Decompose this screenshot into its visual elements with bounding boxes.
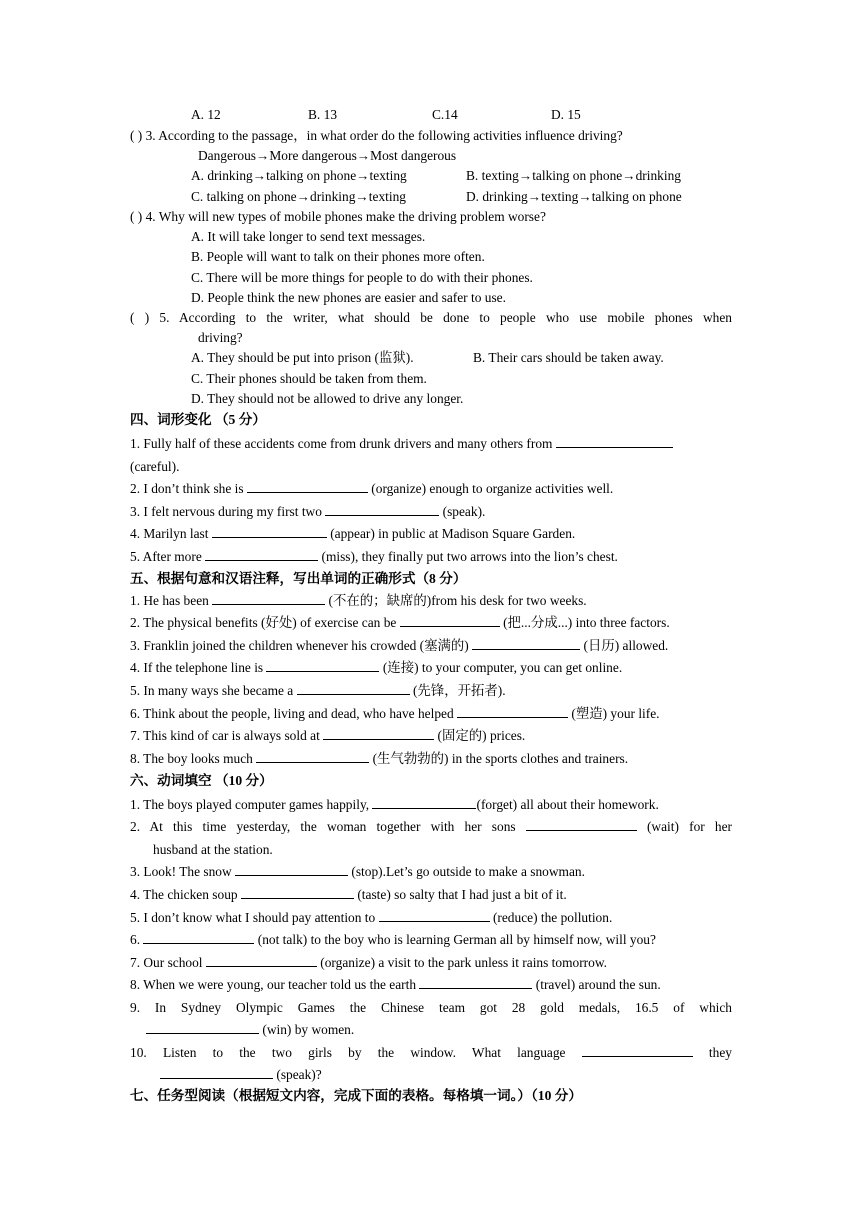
item-1: 1. Fully half of these accidents come from drunk drivers and many others from — [130, 436, 673, 452]
option-c: C. Their phones should be taken from them. — [191, 371, 427, 386]
option-d: D. They should not be allowed to drive any longer. — [191, 391, 464, 406]
option-a: A. It will take longer to send text messages. — [191, 229, 426, 244]
item-6: 6. Think about the people, living and dead, who have helped (塑造) your life. — [130, 706, 660, 721]
item-3: 3. I felt nervous during my first two (speak). — [130, 504, 486, 519]
item-5: 5. I don’t know what I should pay attention to (reduce) the pollution. — [130, 910, 613, 925]
item-2: 2. The physical benefits (好处) of exercise can be (把...分成...) into three factors. — [130, 615, 670, 630]
option-c: C.14 — [432, 107, 458, 122]
item-1-cont: (careful). — [130, 459, 180, 474]
question-3-order: Dangerous→More dangerous→Most dangerous — [198, 148, 457, 163]
item-6: 6. (not talk) to the boy who is learning German all by himself now, will you? — [130, 932, 656, 947]
section-title: 五、根据句意和汉语注释，写出单词的正确形式（8 分） — [130, 571, 467, 586]
answer-blank[interactable] — [457, 706, 568, 718]
item-1: 1. The boys played computer games happily, (forget) all about their homework. — [130, 797, 659, 812]
option-a: A. 12 — [191, 107, 221, 122]
answer-blank[interactable] — [256, 751, 369, 763]
answer-blank[interactable] — [160, 1067, 273, 1079]
item-8: 8. When we were young, our teacher told us the earth (travel) around the sun. — [130, 977, 661, 992]
option-d: D. People think the new phones are easier and safer to use. — [191, 290, 506, 305]
answer-blank[interactable] — [325, 504, 439, 516]
answer-blank[interactable] — [526, 819, 637, 831]
answer-blank[interactable] — [419, 977, 532, 989]
item-2: 2. I don’t think she is (organize) enough to organize activities well. — [130, 481, 614, 496]
answer-blank[interactable] — [206, 955, 317, 967]
option-d: D. drinking→texting→talking on phone — [466, 189, 682, 204]
answer-blank[interactable] — [556, 436, 673, 448]
item-2: 2. At this time yesterday, the woman together with her sons (wait) for her — [130, 819, 732, 834]
item-10: 10. Listen to the two girls by the window. What language they — [130, 1045, 732, 1060]
question-3: ( ) 3. According to the passage，in what order do the following activities influence driving? — [130, 128, 623, 143]
item-10-cont: (speak)? — [160, 1067, 322, 1083]
item-3: 3. Look! The snow (stop).Let’s go outside to make a snowman. — [130, 864, 585, 879]
section-title: 四、词形变化 （5 分） — [130, 412, 266, 427]
option-b: B. texting→talking on phone→drinking — [466, 168, 681, 183]
item-1: 1. He has been (不在的；缺席的)from his desk for two weeks. — [130, 593, 587, 608]
option-c: C. talking on phone→drinking→texting — [191, 189, 406, 204]
option-d: D. 15 — [551, 107, 581, 122]
item-7: 7. This kind of car is always sold at (固定的) prices. — [130, 728, 526, 743]
answer-blank[interactable] — [379, 910, 490, 922]
answer-blank[interactable] — [212, 593, 325, 605]
answer-blank[interactable] — [582, 1045, 693, 1057]
answer-blank[interactable] — [472, 638, 580, 650]
item-4: 4. The chicken soup (taste) so salty that I had just a bit of it. — [130, 887, 567, 902]
section-title: 七、任务型阅读（根据短文内容，完成下面的表格。每格填一词。）（10 分） — [130, 1088, 582, 1103]
question-4: ( ) 4. Why will new types of mobile phones make the driving problem worse? — [130, 209, 546, 224]
item-9-cont: (win) by women. — [146, 1022, 354, 1038]
option-b: B. Their cars should be taken away. — [473, 350, 664, 365]
answer-blank[interactable] — [143, 932, 254, 944]
item-5: 5. In many ways she became a (先锋，开拓者). — [130, 683, 506, 698]
question-5-cont: driving? — [198, 330, 243, 345]
item-4: 4. If the telephone line is (连接) to your computer, you can get online. — [130, 660, 623, 675]
item-4: 4. Marilyn last (appear) in public at Madison Square Garden. — [130, 526, 576, 541]
option-a: A. drinking→talking on phone→texting — [191, 168, 407, 183]
item-8: 8. The boy looks much (生气勃勃的) in the sports clothes and trainers. — [130, 751, 629, 766]
option-c: C. There will be more things for people to do with their phones. — [191, 270, 533, 285]
item-7: 7. Our school (organize) a visit to the park unless it rains tomorrow. — [130, 955, 607, 970]
item-5: 5. After more (miss), they finally put two arrows into the lion’s chest. — [130, 549, 618, 564]
section-title: 六、动词填空 （10 分） — [130, 773, 273, 788]
option-a: A. They should be put into prison (监狱). — [191, 350, 414, 365]
answer-blank[interactable] — [146, 1022, 259, 1034]
answer-blank[interactable] — [205, 549, 318, 561]
item-2-cont: husband at the station. — [153, 842, 273, 857]
answer-blank[interactable] — [372, 797, 476, 809]
item-3: 3. Franklin joined the children whenever his crowded (塞满的) (日历) allowed. — [130, 638, 669, 653]
answer-blank[interactable] — [212, 526, 327, 538]
answer-blank[interactable] — [323, 728, 434, 740]
answer-blank[interactable] — [266, 660, 379, 672]
answer-blank[interactable] — [247, 481, 368, 493]
answer-blank[interactable] — [400, 615, 500, 627]
answer-blank[interactable] — [241, 887, 354, 899]
item-9: 9. In Sydney Olympic Games the Chinese team got 28 gold medals, 16.5 of which — [130, 1000, 732, 1015]
answer-blank[interactable] — [297, 683, 410, 695]
option-b: B. 13 — [308, 107, 338, 122]
answer-blank[interactable] — [235, 864, 348, 876]
question-5: ( ) 5. According to the writer, what should be done to people who use mobile phones when — [130, 310, 732, 325]
option-b: B. People will want to talk on their phones more often. — [191, 249, 485, 264]
